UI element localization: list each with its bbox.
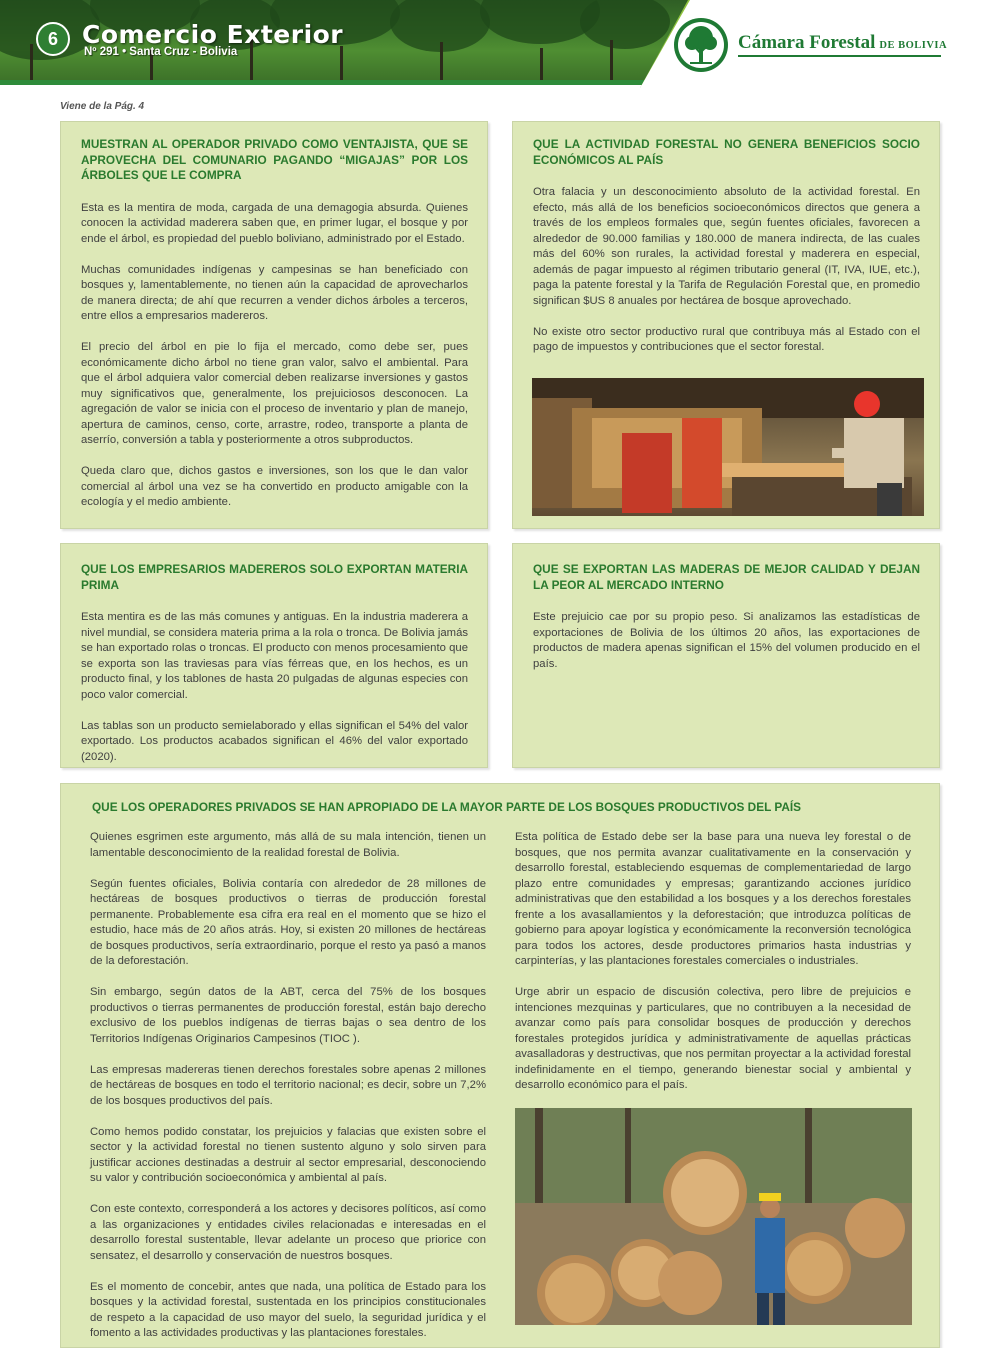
paragraph: Con este contexto, corresponderá a los actores y decisores políticos, así como a las organizaciones y entidades civiles relacionadas e interesadas en el desarrollo forestal sustentable, llevar adelante un proceso que priorice con sensatez, el desarrollo y conservación de nuestros bosques.	[90, 1203, 486, 1262]
box-heading: QUE SE EXPORTAN LAS MADERAS DE MEJOR CALIDAD Y DEJAN LA PEOR AL MERCADO INTERNO	[533, 562, 920, 592]
brand-name	[738, 32, 947, 54]
paragraph: Quienes esgrimen este argumento, más allá de su mala intención, tienen un lamentable desconocimiento de la realidad forestal de Bolivia.	[90, 831, 486, 859]
paragraph: Muchas comunidades indígenas y campesinas se han beneficiado con bosques y, lamentablemente, no tienen aún la capacidad de aprovecharlos de manera directa; de ahí que recurren a vender dichos árboles a terceros, entre ellos a empresarios madereros.	[81, 263, 468, 322]
box-heading: QUE LOS OPERADORES PRIVADOS SE HAN APROPIADO DE LA MAYOR PARTE DE LOS BOSQUES PRODUCTIVOS DEL PAÍS	[92, 800, 801, 814]
tree-logo-icon	[672, 16, 730, 74]
article-box-operador-privado	[60, 121, 488, 529]
page-header	[0, 0, 1000, 92]
brand-name-main: Cámara Forestal	[738, 32, 876, 53]
paragraph: Esta mentira es de las más comunes y antiguas. En la industria maderera a nivel mundial, se considera materia prima a la rola o tronca. De Bolivia jamás se han exportado rolas o troncas. El producto con menos procesamiento que se exporta son las traviesas para vías férreas que, en los hechos, es un producto final, y los tablones de hasta 20 pulgadas de algunas especies con poco valor comercial.	[81, 611, 468, 701]
paragraph: Otra falacia y un desconocimiento absoluto de la actividad forestal. En efecto, más allá de los beneficios socioeconómicos directos que genera a través de los empleos formales que, según fuentes oficiales, favorecen a alrededor de 90.000 familias y 180.000 de manera indirecta, de las cuales más del 60% son rurales, la actividad forestal y maderera en especial, además de pagar impuesto al régimen tributario general (IT, IVA, IUE, etc.), paga la patente forestal y la Tarifa de Regulación Forestal que, en promedio significan $US 8 anuales por hectárea de bosque aprovechado.	[533, 186, 920, 307]
paragraph: Urge abrir un espacio de discusión colectiva, pero libre de prejuicios e intenciones mezquinas y particulares, que no contribuyen a la necesidad de avanzar como país para consolidar bosques de producción y derechos forestales protegidos jurídica y administrativamente de aquellas prácticas avasalladoras y destructivas, que nos permitan proyectar a la actividad forestal indefinidamente en el tiempo, generando bienestar social y ambiental y desarrollo económico para el país.	[515, 986, 911, 1091]
left-column	[90, 830, 486, 1342]
paragraph: Las tablas son un producto semielaborado y ellas significan el 54% del valor exportado. Los productos acabados significan el 46% del valor exportado (2020).	[81, 719, 468, 763]
paragraph: Esta política de Estado debe ser la base para una nueva ley forestal o de bosques, que nos permita avanzar cualitativamente en la conservación y desarrollo forestal, estableciendo esquemas de complementariedad de largo plazo entre comunidades y empresas; garantizando acciones jurídico administrativas que den estabilidad a los bosques y a los derechos forestales frente a los avasallamientos y la deforestación; que introduzca políticas de gobierno para apoyar logística y económicamente la reconversión tecnológica para todos los actores, desde productores primarios hasta industrias y carpinterías, y las plantaciones forestales comerciales o industriales.	[515, 831, 911, 967]
paragraph: Es el momento de concebir, antes que nada, una política de Estado para los bosques y la actividad forestal, sustentada en los principios constitucionales de respeto a la capacidad de uso mayor del suelo, la seguridad jurídica y el fomento a las actividades productivas y las plantaciones forestales.	[90, 1280, 486, 1339]
issue-line: Nº 291 • Santa Cruz - Bolivia	[84, 46, 238, 58]
paragraph: Queda claro que, dichos gastos e inversiones, son los que le dan valor comercial al árbol una vez se ha convertido en producto amigable con la ecología y el medio ambiente.	[81, 465, 468, 508]
brand-underline	[738, 55, 941, 57]
paragraph: Sin embargo, según datos de la ABT, cerca del 75% de los bosques productivos o tierras permanentes de producción forestal, están bajo derecho exclusivo de los pueblos indígenas de tierras bajas o sea dentro de los Territorios Indígenas Originarios Campesinos (TIOC ).	[90, 986, 486, 1045]
paragraph: Como hemos podido constatar, los prejuicios y falacias que existen sobre el sector y la actividad forestal no tienen sustento alguno y solo sirven para justificar acciones destinadas a destruir al sector empresarial, desconociendo su valor y contribución socioeconómica y ambiental al país.	[90, 1125, 486, 1184]
paragraph: Las empresas madereras tienen derechos forestales sobre apenas 2 millones de hectáreas de bosques en todo el territorio nacional; es decir, sobre un 7,2% de los bosques productivos del país.	[90, 1063, 486, 1107]
magazine-title: Comercio Exterior	[82, 20, 344, 49]
paragraph: Este prejuicio cae por su propio peso. Si analizamos las estadísticas de exportaciones de Bolivia de los últimos 20 años, las exportaciones de productos de madera apenas significan el 15% del volumen producido en el país.	[533, 611, 920, 670]
paragraph: Según fuentes oficiales, Bolivia contaría con alrededor de 28 millones de hectáreas de bosques productivos o tierras de producción forestal permanente. Probablemente esa cifra era real en el momento que se hizo el estudio, hace más de 20 años atrás. Hoy, si existen 20 millones de hectáreas de bosques productivos, sería extraordinario, porque el resto ya pasó a manos de la deforestación.	[90, 877, 486, 967]
sawmill-worker-photo	[532, 378, 924, 516]
article-box-maderas-calidad	[512, 543, 940, 768]
article-box-materia-prima	[60, 543, 488, 768]
box-heading: MUESTRAN AL OPERADOR PRIVADO COMO VENTAJISTA, QUE SE APROVECHA DEL COMUNARIO PAGANDO “MIGAJAS” POR LOS ÁRBOLES QUE LE COMPRA	[81, 137, 468, 182]
page-number-badge: 6	[36, 22, 70, 56]
brand-name-suffix: DE BOLIVIA	[879, 40, 948, 51]
logs-inspector-photo	[515, 1108, 912, 1325]
right-column	[515, 830, 911, 1094]
continued-from-note: Viene de la Pág. 4	[60, 101, 145, 112]
paragraph: El precio del árbol en pie lo fija el mercado, como debe ser, pues económicamente dicho árbol no tiene gran valor, salvo el ambiental. Para que el árbol adquiera valor comercial deben realizarse inversiones y gastos muy significativos que, generalmente, los prejuiciosos desconocen. La agregación de valor se inicia con el proceso de inventario y plan de manejo, apertura de caminos, censo, corte, arrastre, rodeo, transporte a planta de aserrío, conversión a tabla y posteriormente a otros subproductos.	[81, 341, 468, 446]
paragraph: Esta es la mentira de moda, cargada de una demagogia absurda. Quienes conocen la actividad maderera saben que, en primer lugar, el bosque y por ende el árbol, es propiedad del pueblo boliviano, administrado por el Estado.	[81, 201, 468, 245]
box-heading: QUE LA ACTIVIDAD FORESTAL NO GENERA BENEFICIOS SOCIO ECONÓMICOS AL PAÍS	[533, 137, 920, 167]
box-heading: QUE LOS EMPRESARIOS MADEREROS SOLO EXPORTAN MATERIA PRIMA	[81, 562, 468, 592]
paragraph: No existe otro sector productivo rural que contribuya más al Estado con el pago de impuestos y contribuciones que el sector forestal.	[533, 325, 920, 353]
